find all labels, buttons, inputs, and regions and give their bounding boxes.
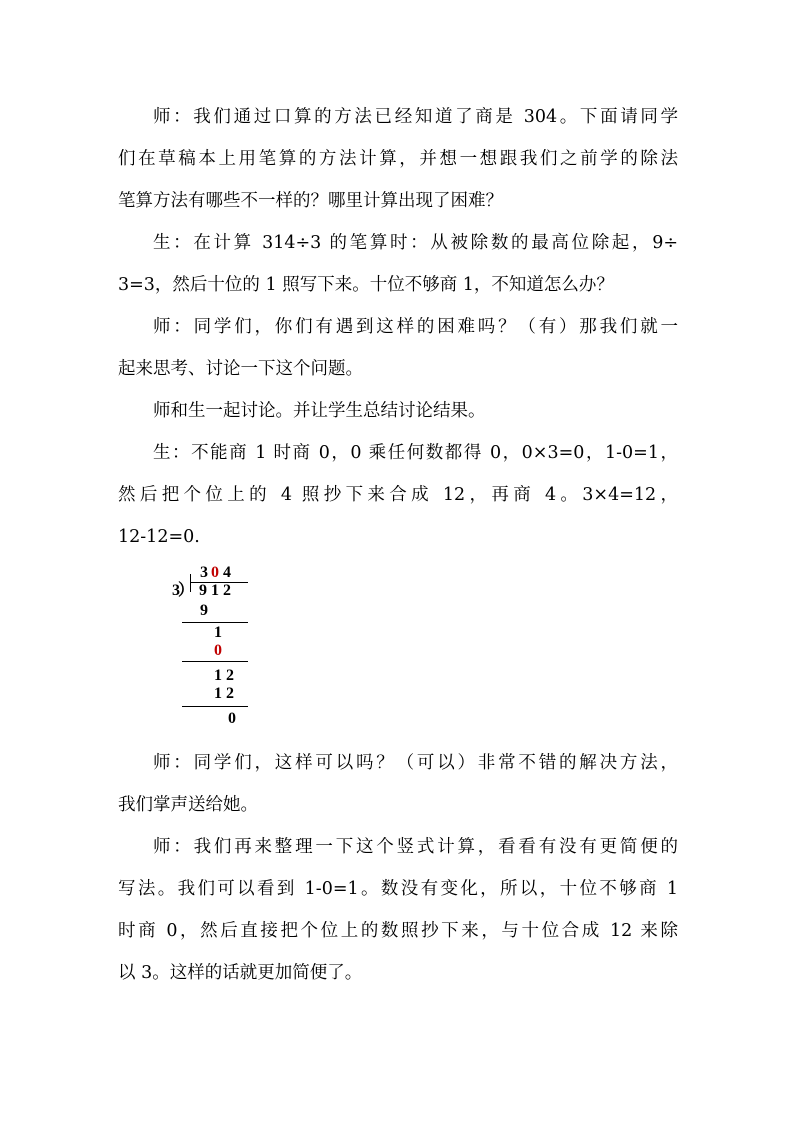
dividend: 9 1 2 [199, 582, 231, 599]
paragraph-6 [118, 742, 678, 826]
final-remainder: 0 [228, 710, 236, 727]
paragraph-line: 师：我们再来整理一下这个竖式计算，看看有没有更简便的 [153, 837, 678, 857]
paragraph-line: 然后把个位上的 4 照抄下来合成 12，再商 4。3×4=12， [118, 485, 678, 505]
paragraph-line: 师：同学们，这样可以吗？（可以）非常不错的解决方法， [153, 753, 678, 773]
paragraph-line: 起来思考、讨论一下这个问题。 [118, 359, 363, 379]
step-product-3: 1 2 [214, 685, 234, 702]
paragraph-7 [118, 826, 678, 994]
paragraph-line: 我们掌声送给她。 [118, 795, 258, 815]
paragraph-1 [118, 96, 678, 222]
paragraph-line: 笔算方法有哪些不一样的？哪里计算出现了困难？ [118, 191, 503, 211]
paragraph-line: 3=3，然后十位的 1 照写下来。十位不够商 1，不知道怎么办？ [118, 275, 614, 295]
quotient-tens: 0 [211, 564, 219, 581]
paragraph-line: 生：不能商 1 时商 0，0 乘任何数都得 0，0×3=0，1-0=1， [153, 443, 678, 463]
step-line-2 [182, 661, 248, 662]
paragraph-line: 生：在计算 314÷3 的笔算时：从被除数的最高位除起，9÷ [153, 233, 678, 253]
paragraph-5 [118, 432, 678, 558]
step-remainder-2: 1 2 [214, 667, 234, 684]
paragraph-line: 12-12=0. [118, 527, 200, 547]
paragraph-line: 写法。我们可以看到 1-0=1。数没有变化，所以，十位不够商 1 [118, 879, 678, 899]
paragraph-2 [118, 222, 678, 306]
quotient-ones: 4 [223, 564, 231, 581]
paragraph-line: 师：我们通过口算的方法已经知道了商是 304。下面请同学 [153, 107, 678, 127]
long-division-figure [168, 560, 278, 730]
division-bracket: ） [178, 582, 195, 599]
step-product-1: 9 [200, 602, 208, 619]
paragraph-line: 师：同学们，你们有遇到这样的困难吗？（有）那我们就一 [153, 317, 678, 337]
paragraph-line: 以 3。这样的话就更加简便了。 [118, 963, 363, 983]
step-line-3 [182, 706, 248, 707]
paragraph-line: 时商 0，然后直接把个位上的数照抄下来，与十位合成 12 来除 [118, 921, 678, 941]
paragraph-line: 们在草稿本上用笔算的方法计算，并想一想跟我们之前学的除法 [118, 149, 678, 169]
divisor: 3 [172, 582, 180, 599]
quotient-hundreds: 3 [200, 564, 208, 581]
paragraph-3 [118, 306, 678, 390]
step-line-1 [182, 622, 248, 623]
paragraph-4 [118, 390, 678, 432]
step-product-2: 0 [214, 642, 222, 659]
paragraph-line: 师和生一起讨论。并让学生总结讨论结果。 [153, 401, 486, 421]
step-remainder-1: 1 [214, 624, 222, 641]
